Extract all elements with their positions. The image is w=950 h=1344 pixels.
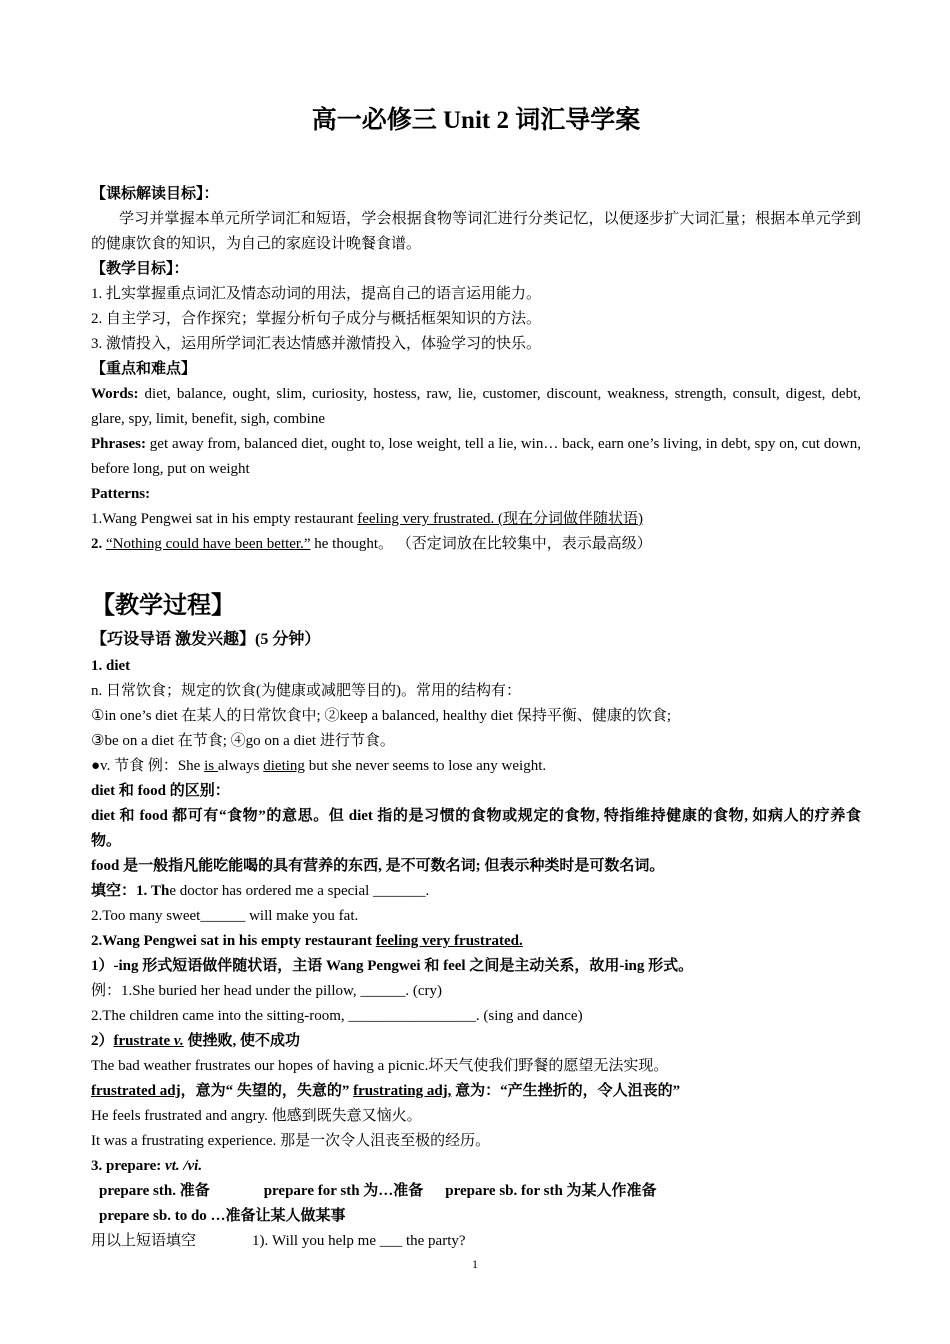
- diet-diff-heading: diet 和 food 的区别：: [91, 783, 230, 799]
- diet-structure-2: ③be on a diet 在节食; ④go on a diet 进行节食。: [91, 733, 395, 749]
- diet-fill-1: [91, 879, 861, 904]
- frustrated-sentence-1: He feels frustrated and angry. 他感到既失意又恼火。: [91, 1108, 422, 1124]
- diet-fill-1-bold: 填空：1. Th: [91, 883, 170, 899]
- frustrated-point-2: [91, 1029, 861, 1054]
- process-subheading: 【巧设导语 激发兴趣】(5 分钟）: [91, 631, 321, 648]
- frustrate-meaning: 使挫败, 使不成功: [183, 1033, 301, 1049]
- page-title: 高一必修三 Unit 2 词汇导学案: [311, 107, 641, 134]
- diet-fill-2: 2.Too many sweet______ will make you fat.: [91, 908, 359, 924]
- prepare-fill: [91, 1229, 861, 1254]
- teaching-item-2: 2. 自主学习，合作探究；掌握分析句子成分与概括框架知识的方法。: [91, 311, 542, 327]
- teaching-item-1: 1. 扎实掌握重点词汇及情态动词的用法，提高自己的语言运用能力。: [91, 286, 542, 302]
- prepare-phrase-a: prepare sth. 准备: [99, 1183, 210, 1199]
- phrases-label: Phrases:: [91, 436, 146, 452]
- prepare-phrases-1: [91, 1179, 861, 1204]
- diet-definition: n. 日常饮食；规定的饮食(为健康或减肥等目的)。常用的结构有：: [91, 683, 521, 699]
- diet-diff-2: food 是一般指凡能吃能喝的具有营养的东西, 是不可数名词; 但表示种类时是可数名词。: [91, 858, 665, 874]
- diet-verb-dieting: dieting: [263, 758, 305, 774]
- diet-verb-rest: but she never seems to lose any weight.: [304, 758, 547, 774]
- process-heading: 【教学过程】: [91, 593, 235, 619]
- frustrate-word: frustrate: [113, 1033, 174, 1049]
- prepare-phrases-2: prepare sb. to do …准备让某人做某事: [99, 1208, 346, 1224]
- teaching-heading: 【教学目标】：: [91, 261, 189, 277]
- diet-verb-prefix: ●v. 节食 例：She: [91, 758, 205, 774]
- frustrated-example-1: 例：1.She buried her head under the pillow, ______. (cry): [91, 983, 443, 999]
- phrases-paragraph: [91, 432, 861, 482]
- frustrated-point-2-number: 2）: [91, 1033, 114, 1049]
- prepare-phrase-c: prepare sb. for sth 为某人作准备: [445, 1183, 657, 1199]
- prepare-heading: [91, 1154, 861, 1179]
- pattern-2: [91, 532, 861, 557]
- words-paragraph: [91, 382, 861, 432]
- goals-heading: 【课标解读目标】：: [91, 186, 219, 202]
- prepare-word: 3. prepare:: [91, 1158, 166, 1174]
- words-list: diet, balance, ought, slim, curiosity, hostess, raw, lie, customer, discount, weakness, strength, consult, digest, debt, glare, spy, limit, benefit, sigh, combine: [91, 386, 861, 427]
- frustrated-heading-text: 2.Wang Pengwei sat in his empty restaurant: [91, 933, 376, 949]
- frustrated-point-1: 1）-ing 形式短语做伴随状语，主语 Wang Pengwei 和 feel 之间是主动关系，故用-ing 形式。: [91, 958, 694, 974]
- prepare-fill-instruction: 用以上短语填空: [91, 1233, 197, 1249]
- frustrated-sentence-2: It was a frustrating experience. 那是一次令人沮丧至极的经历。: [91, 1133, 491, 1149]
- patterns-label: Patterns:: [91, 486, 151, 502]
- key-points-heading: 【重点和难点】: [91, 361, 197, 377]
- diet-heading: 1. diet: [91, 658, 131, 674]
- frustrated-adj-line: [91, 1079, 861, 1104]
- diet-verb-example: [91, 754, 861, 779]
- teaching-item-3: 3. 激情投入，运用所学词汇表达情感并激情投入，体验学习的快乐。: [91, 336, 542, 352]
- frustrated-example-2: 2.The children came into the sitting-room, _________________. (sing and dance): [91, 1008, 583, 1024]
- document-page: [91, 104, 861, 1254]
- frustrate-pos: v.: [173, 1033, 184, 1049]
- frustrated-heading: [91, 929, 861, 954]
- frustrated-heading-underlined: feeling very frustrated.: [375, 933, 523, 949]
- words-label: Words:: [91, 386, 139, 402]
- pattern-1-underlined: feeling very frustrated. (现在分词做伴随状语): [357, 511, 644, 527]
- page-number: 1: [472, 1257, 478, 1271]
- pattern-1-text: 1.Wang Pengwei sat in his empty restaurant: [91, 511, 358, 527]
- phrases-list: get away from, balanced diet, ought to, lose weight, tell a lie, win… back, earn one’s living, in debt, spy on, cut down, before long, put on weight: [91, 436, 861, 477]
- prepare-phrase-b: prepare for sth 为…准备: [263, 1183, 424, 1199]
- frustrating-adj-meaning: 意为：“产生挫折的，令人沮丧的”: [451, 1083, 681, 1099]
- frustrated-adj-meaning: ，意为“ 失望的，失意的”: [180, 1083, 354, 1099]
- pattern-2-note: he thought。 （否定词放在比较集中，表示最高级）: [310, 536, 652, 552]
- pattern-2-quote: “Nothing could have been better.”: [106, 536, 311, 552]
- pattern-1: [91, 507, 861, 532]
- frustrating-adj: frustrating adj,: [353, 1083, 452, 1099]
- pattern-2-number: 2.: [91, 536, 106, 552]
- diet-verb-always: always: [217, 758, 264, 774]
- prepare-fill-question: 1). Will you help me ___ the party?: [252, 1233, 466, 1249]
- diet-verb-is: is: [204, 758, 218, 774]
- prepare-pos: vt. /vi.: [165, 1158, 203, 1174]
- diet-fill-1-text: e doctor has ordered me a special _______.: [169, 883, 430, 899]
- frustrate-sentence: The bad weather frustrates our hopes of having a picnic.坏天气使我们野餐的愿望无法实现。: [91, 1058, 669, 1074]
- diet-diff-1: diet 和 food 都可有“食物”的意思。但 diet 指的是习惯的食物或规定的食物, 特指维持健康的食物, 如病人的疗养食物。: [91, 808, 861, 849]
- frustrated-adj: frustrated adj: [91, 1083, 181, 1099]
- diet-structure-1: ①in one’s diet 在某人的日常饮食中; ②keep a balanced, healthy diet 保持平衡、健康的饮食;: [91, 708, 672, 724]
- goals-text: 学习并掌握本单元所学词汇和短语，学会根据食物等词汇进行分类记忆，以便逐步扩大词汇量；根据本单元学到的健康饮食的知识，为自己的家庭设计晚餐食谱。: [91, 211, 861, 252]
